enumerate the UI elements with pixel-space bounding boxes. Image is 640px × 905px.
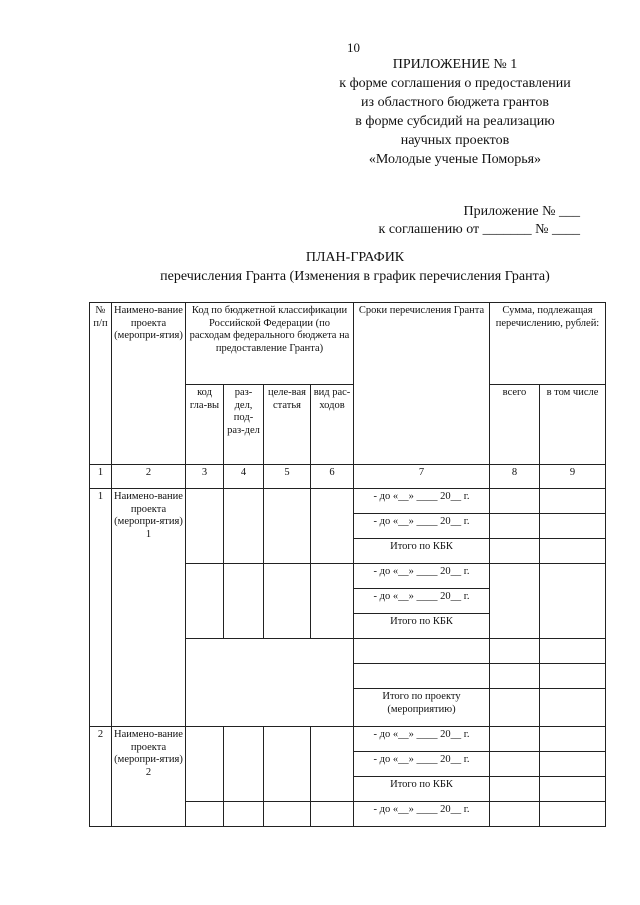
term-cell: - до «__» ____ 20__ г. (354, 752, 490, 777)
title-sub: перечисления Гранта (Изменения в график перечисления Гранта) (160, 269, 550, 284)
col-number: 9 (540, 465, 606, 489)
kbk-cell (264, 802, 311, 827)
sum-total-cell (490, 777, 540, 802)
appendix-line: к форме соглашения о предоставлении (339, 76, 571, 91)
kbk-cell (311, 727, 354, 802)
header-sum-incl: в том числе (540, 385, 606, 465)
sum-total-cell (490, 514, 540, 539)
col-number: 6 (311, 465, 354, 489)
kbk-cell (311, 802, 354, 827)
header-kbk-type: вид рас-ходов (311, 385, 354, 465)
col-number: 1 (90, 465, 112, 489)
header-sum-total: всего (490, 385, 540, 465)
document-title (0, 248, 640, 286)
header-kbk-chapter: код гла-вы (186, 385, 224, 465)
sum-incl-cell (540, 777, 606, 802)
term-cell: - до «__» ____ 20__ г. (354, 564, 490, 589)
sum-total-cell (490, 639, 540, 664)
kbk-total-cell: Итого по КБК (354, 614, 490, 639)
term-cell (354, 639, 490, 664)
sum-total-cell (490, 564, 540, 639)
sum-incl-cell (540, 564, 606, 639)
sum-incl-cell (540, 539, 606, 564)
kbk-cell (264, 727, 311, 802)
appendix-line: из областного бюджета грантов (361, 95, 549, 110)
sum-incl-cell (540, 689, 606, 727)
row-num: 1 (90, 489, 112, 727)
col-number: 4 (224, 465, 264, 489)
term-cell: - до «__» ____ 20__ г. (354, 489, 490, 514)
header-sum: Сумма, подлежащая перечислению, рублей: (490, 303, 606, 385)
appendix-line: «Молодые ученые Поморья» (368, 152, 542, 167)
sum-incl-cell (540, 727, 606, 752)
sum-total-cell (490, 802, 540, 827)
kbk-total-cell: Итого по КБК (354, 777, 490, 802)
col-number: 7 (354, 465, 490, 489)
term-cell (354, 664, 490, 689)
row-num: 2 (90, 727, 112, 827)
kbk-cell (264, 564, 311, 639)
kbk-cell (186, 639, 354, 727)
term-cell: - до «__» ____ 20__ г. (354, 802, 490, 827)
sum-incl-cell (540, 514, 606, 539)
header-terms: Сроки перечисления Гранта (354, 303, 490, 465)
appendix-line: научных проектов (400, 133, 510, 148)
header-num: № п/п (90, 303, 112, 465)
sum-incl-cell (540, 752, 606, 777)
appendix-line: в форме субсидий на реализацию (355, 114, 555, 129)
appendix-line: ПРИЛОЖЕНИЕ № 1 (392, 57, 518, 72)
col-number: 3 (186, 465, 224, 489)
kbk-cell (224, 727, 264, 802)
sum-incl-cell (540, 664, 606, 689)
col-number: 2 (112, 465, 186, 489)
kbk-cell (186, 489, 224, 564)
row-project-name: Наимено-вание проекта (меропри-ятия) 1 (112, 489, 186, 727)
kbk-cell (224, 489, 264, 564)
sum-incl-cell (540, 802, 606, 827)
sum-total-cell (490, 689, 540, 727)
kbk-cell (264, 489, 311, 564)
header-name: Наимено-вание проекта (меропри-ятия) (112, 303, 186, 465)
sum-incl-cell (540, 639, 606, 664)
agreement-appendix-number: Приложение № ___ (463, 204, 580, 219)
col-number: 8 (490, 465, 540, 489)
kbk-cell (311, 489, 354, 564)
agreement-appendix-date: к соглашению от _______ № ____ (378, 222, 580, 237)
payment-schedule-table (89, 302, 606, 827)
kbk-cell (224, 564, 264, 639)
title-main: ПЛАН-ГРАФИК (305, 250, 405, 265)
kbk-cell (311, 564, 354, 639)
col-number: 5 (264, 465, 311, 489)
term-cell: - до «__» ____ 20__ г. (354, 589, 490, 614)
term-cell: - до «__» ____ 20__ г. (354, 514, 490, 539)
kbk-total-cell: Итого по КБК (354, 539, 490, 564)
sum-total-cell (490, 539, 540, 564)
row-project-name: Наимено-вание проекта (меропри-ятия) 2 (112, 727, 186, 827)
sum-incl-cell (540, 489, 606, 514)
sum-total-cell (490, 489, 540, 514)
project-total-cell: Итого по проекту (мероприятию) (354, 689, 490, 727)
sum-total-cell (490, 752, 540, 777)
kbk-cell (186, 802, 224, 827)
agreement-appendix (330, 203, 580, 239)
sum-total-cell (490, 664, 540, 689)
kbk-cell (186, 564, 224, 639)
term-cell: - до «__» ____ 20__ г. (354, 727, 490, 752)
kbk-cell (186, 727, 224, 802)
sum-total-cell (490, 727, 540, 752)
kbk-cell (224, 802, 264, 827)
header-kbk-article: целе-вая статья (264, 385, 311, 465)
header-kbk: Код по бюджетной классификации Российской Федерации (по расходам федерального бюджета на предоставление Гранта) (186, 303, 354, 385)
appendix-header (300, 55, 610, 169)
header-kbk-section: раз-дел, под-раз-дел (224, 385, 264, 465)
page-number: 10 (347, 40, 360, 55)
